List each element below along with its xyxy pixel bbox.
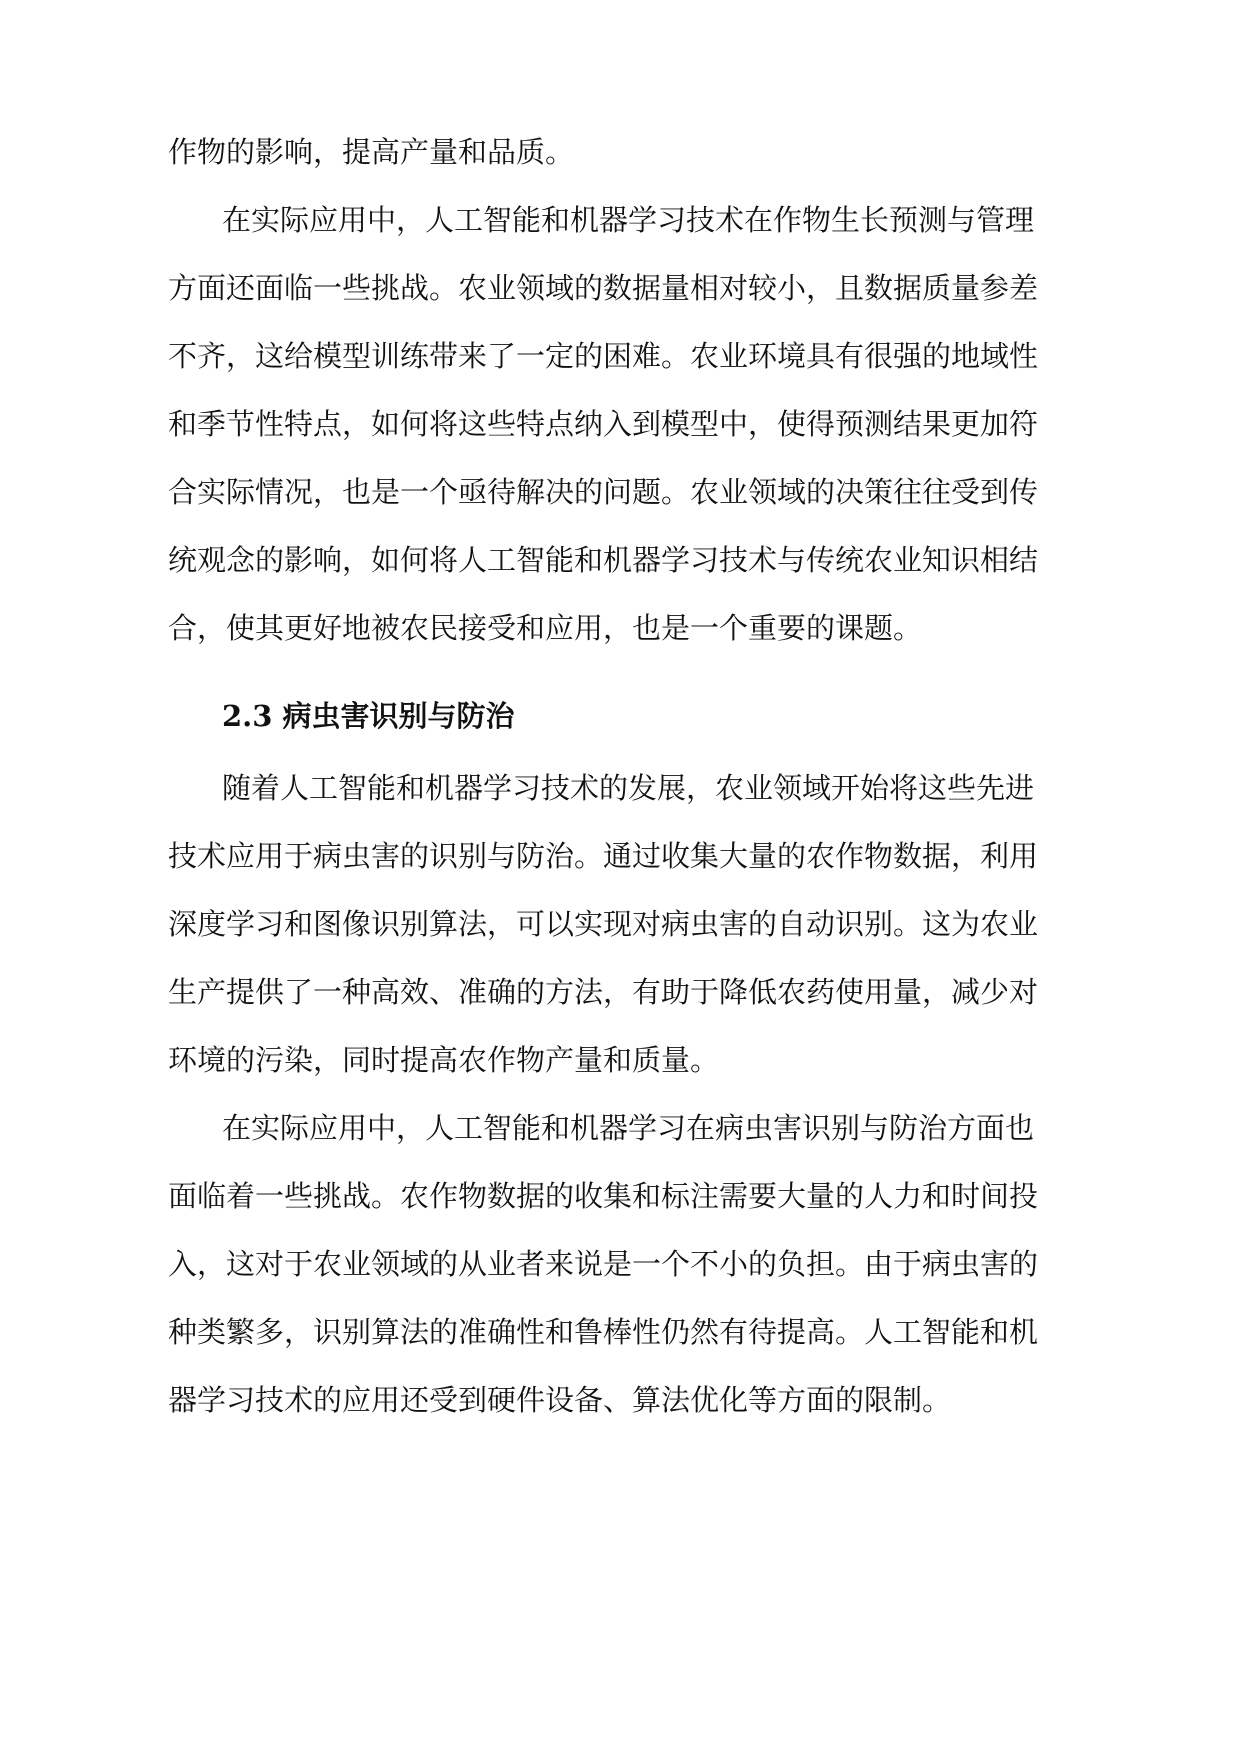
paragraph-line: 统观念的影响，如何将人工智能和机器学习技术与传统农业知识相结 <box>168 543 1039 577</box>
paragraph-line: 生产提供了一种高效、准确的方法，有助于降低农药使用量，减少对 <box>168 975 1039 1009</box>
paragraph-line: 不齐，这给模型训练带来了一定的困难。农业环境具有很强的地域性 <box>168 339 1039 373</box>
paragraph-line: 方面还面临一些挑战。农业领域的数据量相对较小，且数据质量参差 <box>168 271 1039 305</box>
paragraph-line: 在实际应用中，人工智能和机器学习技术在作物生长预测与管理 <box>222 203 1035 237</box>
paragraph-line: 入，这对于农业领域的从业者来说是一个不小的负担。由于病虫害的 <box>168 1247 1039 1281</box>
paragraph-line: 随着人工智能和机器学习技术的发展，农业领域开始将这些先进 <box>222 771 1035 805</box>
paragraph-line: 深度学习和图像识别算法，可以实现对病虫害的自动识别。这为农业 <box>168 907 1039 941</box>
paragraph-line: 环境的污染，同时提高农作物产量和质量。 <box>168 1043 720 1077</box>
paragraph-line: 作物的影响，提高产量和品质。 <box>168 135 575 169</box>
paragraph-line: 合实际情况，也是一个亟待解决的问题。农业领域的决策往往受到传 <box>168 475 1039 509</box>
paragraph-line: 面临着一些挑战。农作物数据的收集和标注需要大量的人力和时间投 <box>168 1179 1039 1213</box>
paragraph-line: 技术应用于病虫害的识别与防治。通过收集大量的农作物数据，利用 <box>168 839 1039 873</box>
paragraph-line: 合，使其更好地被农民接受和应用，也是一个重要的课题。 <box>168 611 923 645</box>
paragraph-line: 器学习技术的应用还受到硬件设备、算法优化等方面的限制。 <box>168 1383 952 1417</box>
paragraph-line: 种类繁多，识别算法的准确性和鲁棒性仍然有待提高。人工智能和机 <box>168 1315 1039 1349</box>
paragraph-line: 和季节性特点，如何将这些特点纳入到模型中，使得预测结果更加符 <box>168 407 1039 441</box>
paragraph-line: 在实际应用中，人工智能和机器学习在病虫害识别与防治方面也 <box>222 1111 1035 1145</box>
section-heading-text: 2.3 病虫害识别与防治 <box>222 699 515 733</box>
